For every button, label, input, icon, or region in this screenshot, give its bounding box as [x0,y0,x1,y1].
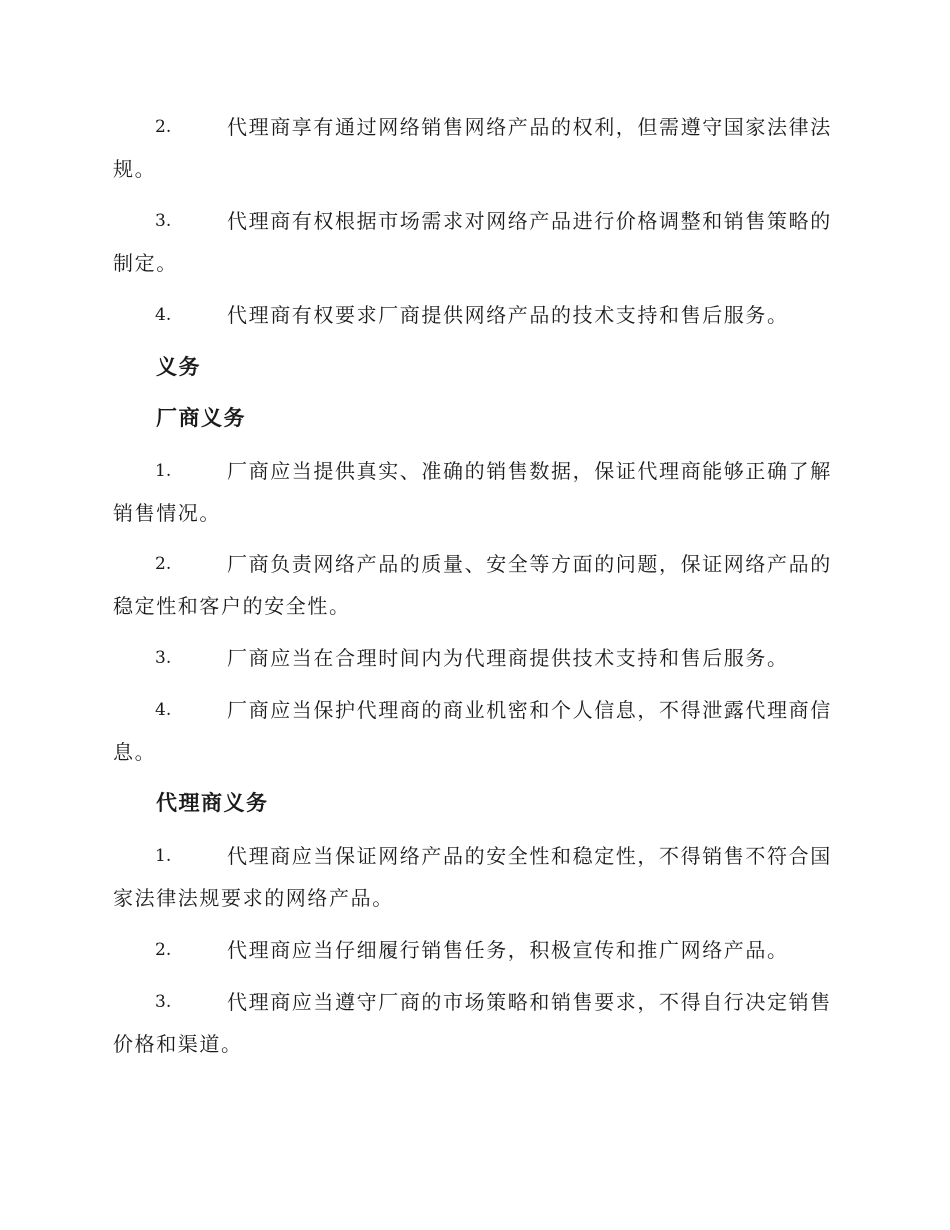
item-text-line1: 厂商应当保护代理商的商业机密和个人信息，不得泄露代理商信 [227,698,832,722]
agent-item-1 [113,835,833,919]
item-text-line1: 厂商应当在合理时间内为代理商提供技术支持和售后服务。 [227,646,789,670]
item-number: 2. [155,554,172,574]
item-text-line1: 代理商应当遵守厂商的市场策略和销售要求，不得自行决定销售 [227,990,832,1014]
item-text-line2: 家法律法规要求的网络产品。 [113,886,394,910]
item-text-line2: 销售情况。 [113,501,221,525]
item-text-line1: 代理商应当保证网络产品的安全性和稳定性，不得销售不符合国 [227,844,832,868]
subheading-agent-obligations: 代理商义务 [156,790,269,815]
item-number: 3. [155,211,172,231]
item-text-line1: 代理商享有通过网络销售网络产品的权利，但需遵守国家法律法 [227,115,832,139]
agent-item-2 [113,929,833,971]
item-text-line1: 代理商有权要求厂商提供网络产品的技术支持和售后服务。 [227,303,789,327]
manufacturer-item-4 [113,689,833,773]
section-heading-obligations: 义务 [156,354,201,379]
item-text-line2: 息。 [113,740,157,764]
item-number: 1. [155,461,172,481]
item-number: 4. [155,305,172,325]
agent-item-3 [113,981,833,1065]
item-text-line2: 价格和渠道。 [113,1032,243,1056]
item-text-line1: 代理商有权根据市场需求对网络产品进行价格调整和销售策略的 [227,209,832,233]
item-text-line1: 厂商应当提供真实、准确的销售数据，保证代理商能够正确了解 [227,459,832,483]
item-number: 1. [155,846,172,866]
subheading-manufacturer-obligations: 厂商义务 [156,405,246,430]
rights-item-4 [113,294,833,336]
item-text-line2: 制定。 [113,251,178,275]
item-number: 2. [155,117,172,137]
item-number: 3. [155,992,172,1012]
rights-item-2 [113,106,833,190]
item-number: 4. [155,700,172,720]
manufacturer-item-1 [113,450,833,534]
item-text-line1: 代理商应当仔细履行销售任务，积极宣传和推广网络产品。 [227,938,789,962]
rights-item-3 [113,200,833,284]
item-number: 3. [155,648,172,668]
item-text-line2: 规。 [113,157,157,181]
item-text-line2: 稳定性和客户的安全性。 [113,594,351,618]
manufacturer-item-3 [113,637,833,679]
item-text-line1: 厂商负责网络产品的质量、安全等方面的问题，保证网络产品的 [227,552,832,576]
manufacturer-item-2 [113,543,833,627]
item-number: 2. [155,940,172,960]
